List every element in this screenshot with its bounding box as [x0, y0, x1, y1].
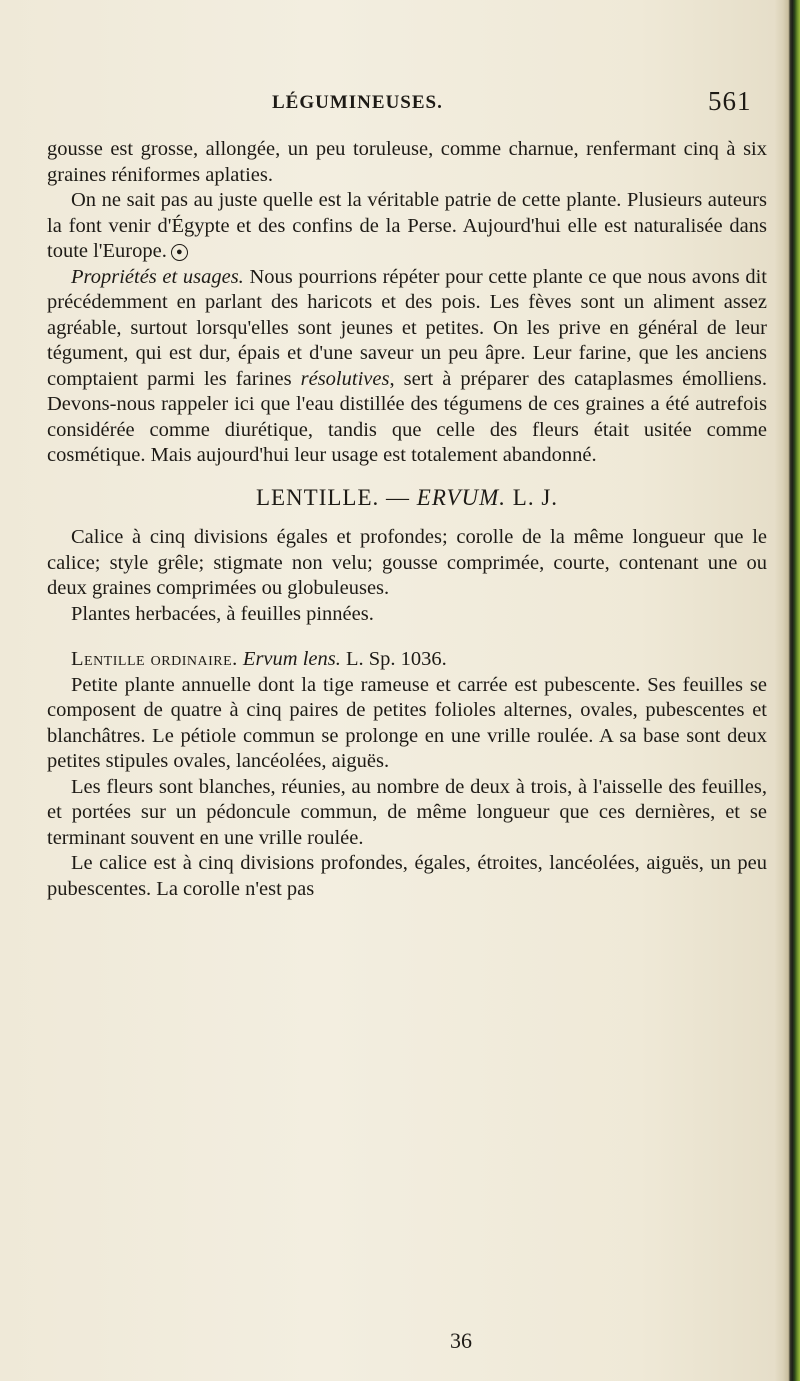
species-flowers: Les fleurs sont blanches, réunies, au nombre de deux à trois, à l'aisselle des feuilles, et portées sur un pédoncule commun, de même longueur que ces dernières, et se terminant souvent en une vrille roulée.	[47, 775, 767, 849]
page-edge-shadow	[774, 0, 800, 1381]
species-reference: L. Sp. 1036.	[340, 648, 447, 670]
species-heading	[47, 647, 767, 673]
signature-mark: 36	[450, 1328, 472, 1353]
paragraph-continued: gousse est grosse, allongée, un peu toruleuse, comme charnue, renfermant cinq à six graines réniformes aplaties.	[47, 138, 767, 186]
paragraph-origin	[47, 188, 767, 265]
species-latin-name: Ervum lens.	[242, 648, 341, 670]
running-title: LÉGUMINEUSES.	[272, 92, 443, 113]
page-body	[47, 137, 767, 902]
genus-name: LENTILLE.	[255, 484, 380, 510]
species-description: Petite plante annuelle dont la tige rameuse et carrée est pubescente. Ses feuilles se composent de quatre à cinq paires de petites folioles alternes, ovales, pubescentes et blanchâtres. Le pétiole commun se prolonge en une vrille roulée. A sa base sont deux petites stipules ovales, lancéolées, aiguës.	[47, 673, 767, 772]
origin-text: On ne sait pas au juste quelle est la véritable patrie de cette plante. Plusieurs auteurs la font venir d'Égypte et des confins de la Perse. Aujourd'hui elle est naturalisée dans toute l'Europe.	[47, 189, 767, 262]
properties-italic-term: résolutives	[300, 367, 390, 390]
paragraph-properties	[47, 265, 767, 469]
annual-symbol-icon: ●	[171, 244, 188, 261]
properties-heading: Propriétés et usages.	[71, 265, 244, 288]
page-number: 561	[708, 86, 752, 116]
genus-description: Calice à cinq divisions égales et profondes; corolle de la même longueur que le calice; style grêle; stigmate non velu; gousse comprimée, courte, contenant une ou deux graines comprimées ou globuleuses.	[47, 526, 767, 599]
species-common-name: Lentille ordinaire.	[71, 648, 238, 670]
species-calyx: Le calice est à cinq divisions profondes, égales, étroites, lancéolées, aiguës, un peu pubescentes. La corolle n'est pas	[47, 852, 767, 900]
genus-heading	[47, 485, 767, 511]
genus-latin: ERVUM.	[416, 484, 507, 510]
genus-habit: Plantes herbacées, à feuilles pinnées.	[71, 602, 374, 625]
properties-text-b: , sert à préparer des cataplasmes émolliens. Devons-nous rappeler ici que l'eau distillée des tégumens de ces graines a été autrefois considérée comme diurétique, tandis que celle des fleurs était usitée comme cosmétique. Mais aujourd'hui leur usage est totalement abandonné.	[47, 367, 768, 466]
properties-text-a: Nous pourrions répéter pour cette plante ce que nous avons dit précédemment en parlant des haricots et des pois. Les fèves sont un aliment assez agréable, surtout lorsqu'elles sont jeunes et petites. On les prive en général de leur tégument, qui est dur, épais et d'une saveur un peu âpre. Leur farine, que les anciens comptaient parmi les farines	[47, 265, 767, 390]
genus-dash: —	[379, 484, 417, 510]
genus-author: L. J.	[506, 484, 559, 510]
